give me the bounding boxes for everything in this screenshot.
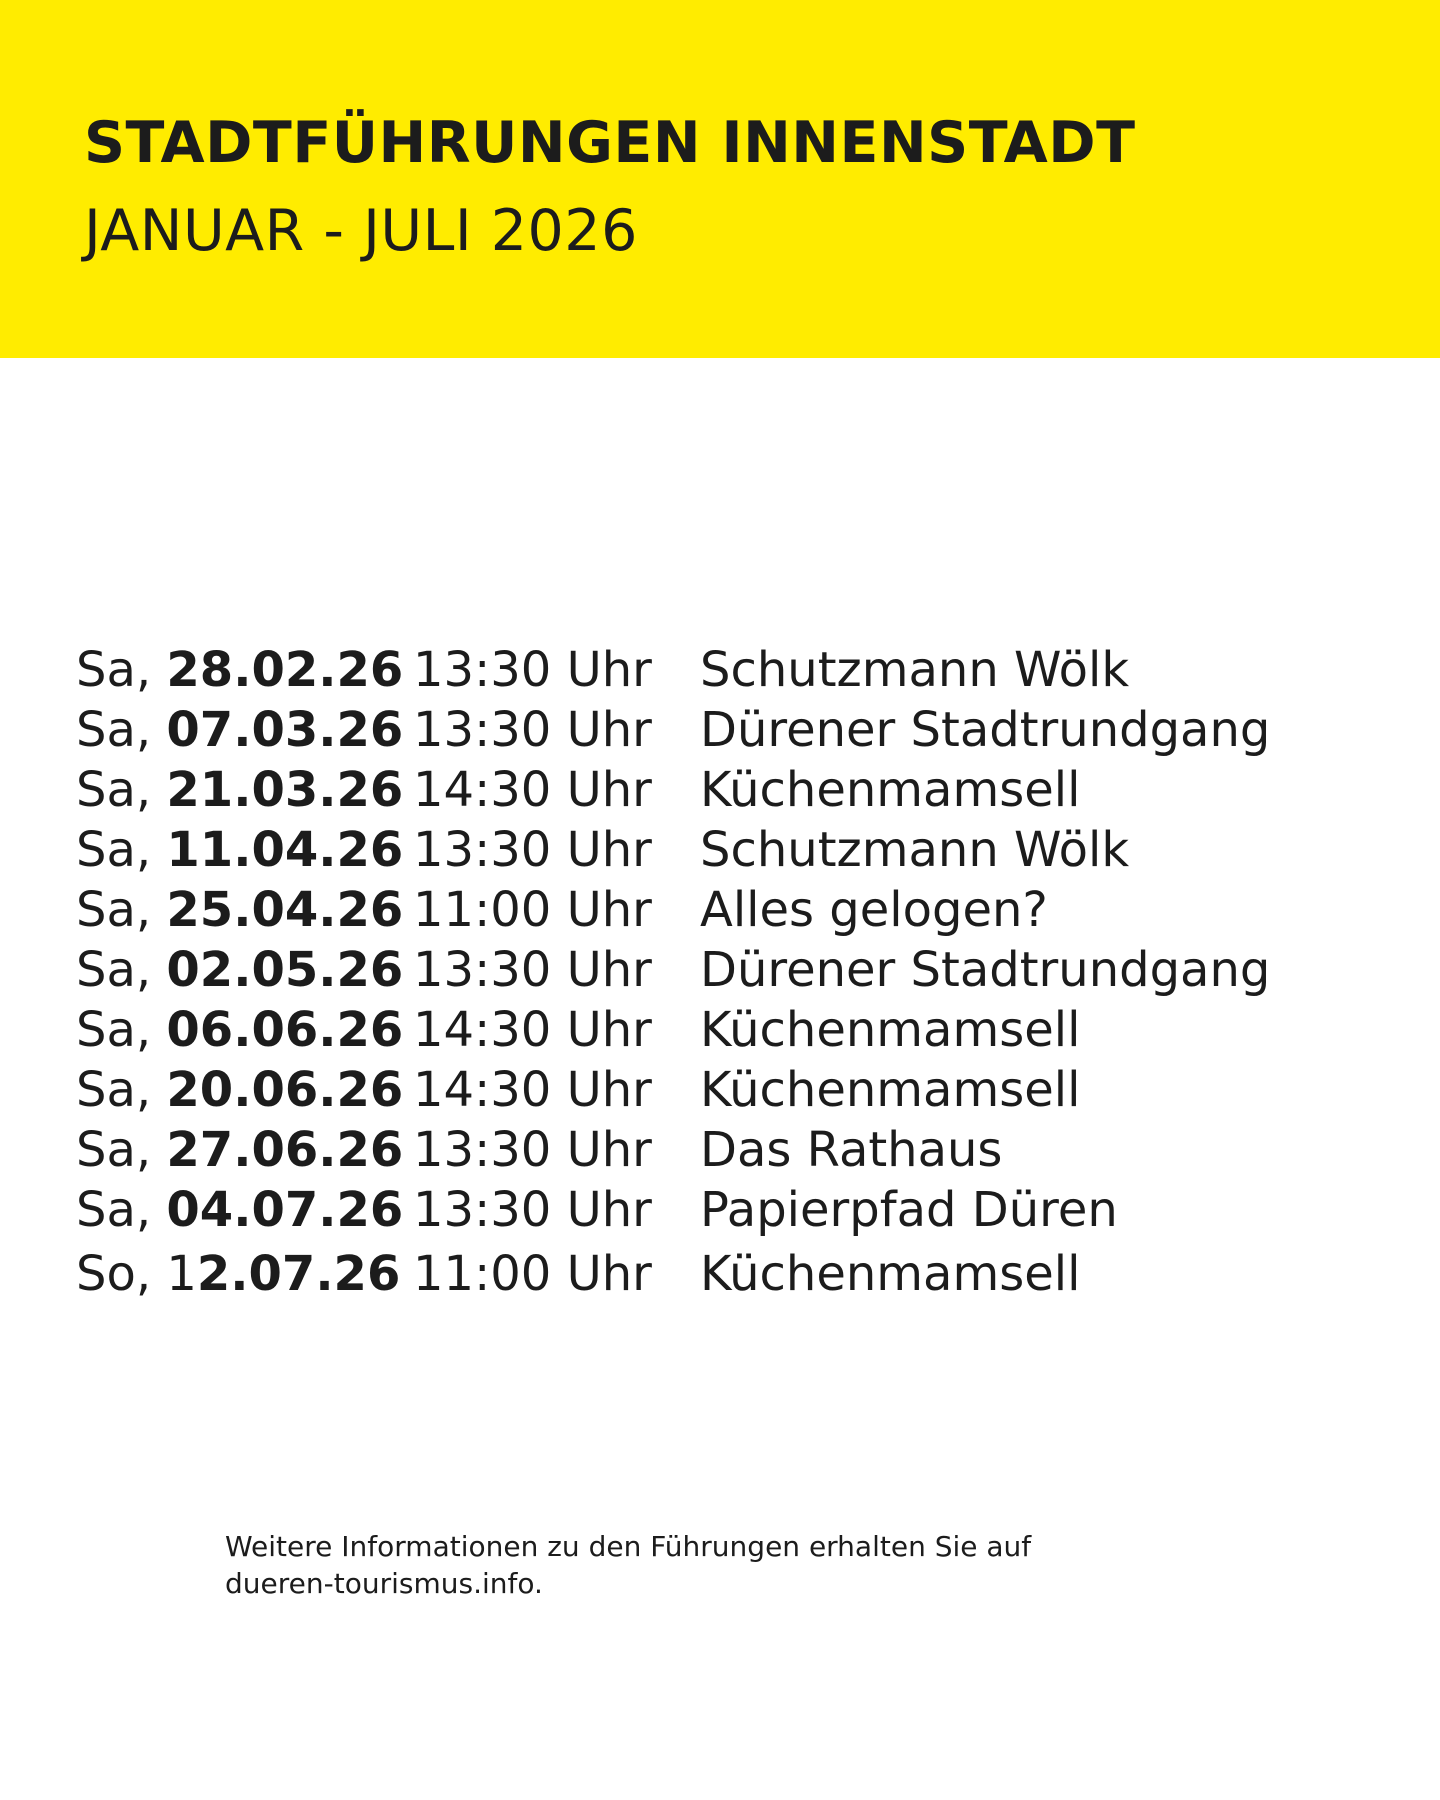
header-banner: [0, 0, 1440, 358]
schedule-date: 04.07.26: [166, 1182, 404, 1238]
schedule-row: [76, 1180, 1376, 1240]
schedule-day: Sa,: [76, 882, 167, 938]
schedule-row: [76, 1120, 1376, 1180]
schedule-date: 28.02.26: [166, 642, 404, 698]
schedule-day: Sa,: [76, 1182, 167, 1238]
schedule-day: Sa,: [76, 822, 167, 878]
schedule-date: 2.07.26: [196, 1246, 401, 1302]
schedule-day-date: [76, 940, 403, 1000]
schedule-time: 11:00 Uhr: [413, 882, 652, 938]
schedule-row: [76, 820, 1376, 880]
schedule-time: 14:30 Uhr: [413, 762, 652, 818]
schedule-day: Sa,: [76, 762, 167, 818]
schedule-day-date: [76, 1120, 403, 1180]
schedule-day-date: [76, 760, 403, 820]
schedule-time: 13:30 Uhr: [413, 1122, 652, 1178]
schedule-time: 13:30 Uhr: [413, 822, 652, 878]
schedule-day-date: [76, 1180, 403, 1240]
schedule-day-date: [76, 1244, 400, 1304]
footer-info: [225, 1528, 1125, 1602]
schedule-day: Sa,: [76, 642, 167, 698]
schedule-date: 27.06.26: [166, 1122, 404, 1178]
schedule-day-date: [76, 1000, 403, 1060]
footer-line: Weitere Informationen zu den Führungen erhalten Sie auf: [225, 1530, 1032, 1563]
schedule-row: [76, 700, 1376, 760]
schedule-day: So, 1: [76, 1246, 197, 1302]
schedule-tour: Küchenmamsell: [700, 1002, 1081, 1058]
schedule-time: 13:30 Uhr: [413, 1182, 652, 1238]
schedule-time: 13:30 Uhr: [413, 702, 652, 758]
schedule-row: [76, 1000, 1376, 1060]
schedule-row: [76, 760, 1376, 820]
schedule-day-date: [76, 1060, 403, 1120]
schedule-tour: Dürener Stadtrundgang: [700, 942, 1271, 998]
schedule-time: 13:30 Uhr: [413, 942, 652, 998]
schedule-tour: Küchenmamsell: [700, 1062, 1081, 1118]
schedule-row: [76, 940, 1376, 1000]
schedule-day-date: [76, 700, 403, 760]
schedule-time: 13:30 Uhr: [413, 642, 652, 698]
schedule-tour: Das Rathaus: [700, 1122, 1003, 1178]
page-subtitle: JANUAR - JULI 2026: [84, 198, 638, 264]
schedule-date: 21.03.26: [166, 762, 404, 818]
schedule-date: 06.06.26: [166, 1002, 404, 1058]
schedule-time: 11:00 Uhr: [413, 1246, 652, 1302]
schedule-date: 07.03.26: [166, 702, 404, 758]
schedule-day: Sa,: [76, 1062, 167, 1118]
schedule-day-date: [76, 640, 403, 700]
schedule-day: Sa,: [76, 702, 167, 758]
schedule-day: Sa,: [76, 942, 167, 998]
schedule-tour: Küchenmamsell: [700, 762, 1081, 818]
schedule-row: [76, 1060, 1376, 1120]
schedule-row: [76, 880, 1376, 940]
schedule-time: 14:30 Uhr: [413, 1002, 652, 1058]
schedule-day-date: [76, 820, 403, 880]
schedule-date: 11.04.26: [166, 822, 404, 878]
schedule-tour: Alles gelogen?: [700, 882, 1048, 938]
schedule-date: 20.06.26: [166, 1062, 404, 1118]
schedule-tour: Dürener Stadtrundgang: [700, 702, 1271, 758]
schedule-tour: Papierpfad Düren: [700, 1182, 1118, 1238]
schedule-day: Sa,: [76, 1122, 167, 1178]
tour-schedule: [76, 640, 1376, 1304]
schedule-row: [76, 1244, 1376, 1304]
footer-website: dueren-tourismus.info.: [225, 1567, 543, 1600]
page-title: STADTFÜHRUNGEN INNENSTADT: [84, 110, 1136, 176]
schedule-time: 14:30 Uhr: [413, 1062, 652, 1118]
schedule-tour: Küchenmamsell: [700, 1246, 1081, 1302]
schedule-tour: Schutzmann Wölk: [700, 822, 1130, 878]
schedule-row: [76, 640, 1376, 700]
schedule-day: Sa,: [76, 1002, 167, 1058]
schedule-day-date: [76, 880, 403, 940]
schedule-date: 02.05.26: [166, 942, 404, 998]
schedule-date: 25.04.26: [166, 882, 404, 938]
schedule-tour: Schutzmann Wölk: [700, 642, 1130, 698]
